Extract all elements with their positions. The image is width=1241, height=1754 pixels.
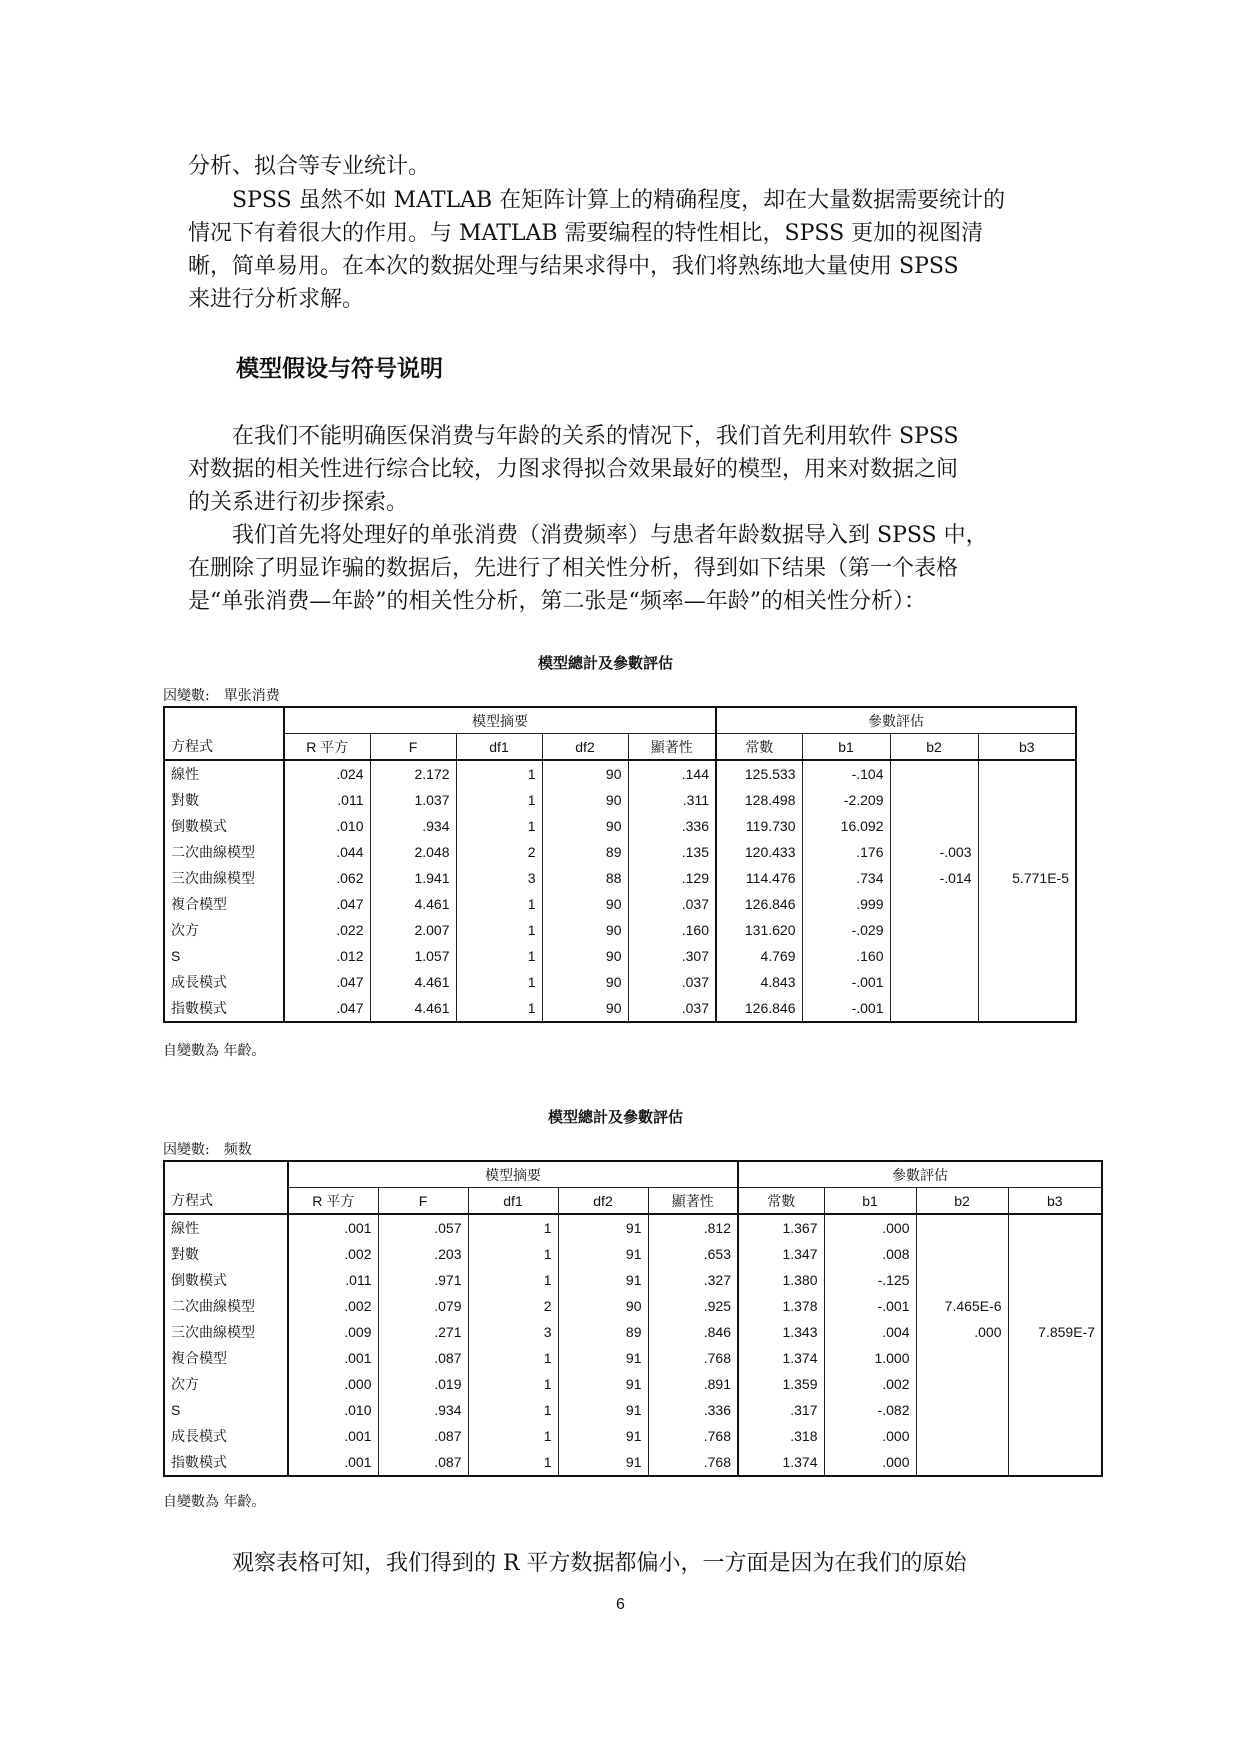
table-cell: .925 [648, 1293, 738, 1319]
table-cell [916, 1345, 1008, 1371]
table-cell: -.001 [802, 995, 890, 1022]
table-cell: 91 [558, 1345, 648, 1371]
table-cell: 1 [468, 1423, 558, 1449]
table-cell: .001 [344, 1454, 372, 1470]
table-cell: 126.846 [716, 891, 802, 917]
table-cell: 1 [456, 760, 542, 787]
table-cell: .011 [337, 792, 364, 808]
table-cell: .971 [378, 1267, 468, 1293]
table-row [164, 995, 1076, 1022]
table-cell: 1 [456, 995, 542, 1022]
table-cell: 1.380 [738, 1267, 824, 1293]
text-line: 分析、拟合等专业统计。 [188, 154, 431, 179]
table-cell: -.082 [824, 1397, 916, 1423]
section-heading: 模型假设与符号说明 [236, 356, 443, 382]
paragraph-0 [188, 150, 1048, 183]
table-cell: .037 [628, 995, 716, 1022]
table-cell: .812 [648, 1214, 738, 1241]
table-cell: .037 [628, 891, 716, 917]
table-cell: .001 [344, 1220, 372, 1236]
column-header: 顯著性 [648, 1188, 738, 1215]
text-line: 在删除了明显诈骗的数据后，先进行了相关性分析，得到如下结果（第一个表格 [188, 556, 959, 581]
table-cell: .004 [824, 1319, 916, 1345]
table-cell: 114.476 [716, 865, 802, 891]
header-group-model-summary: 模型摘要 [288, 1161, 738, 1188]
table-cell: 91 [558, 1214, 648, 1241]
table-cell: .160 [628, 917, 716, 943]
header-group-model-summary: 模型摘要 [284, 707, 716, 734]
table-cell: 1 [468, 1214, 558, 1241]
table-cell [1008, 1214, 1102, 1241]
table-cell: 4.461 [370, 891, 456, 917]
table-cell: .002 [824, 1371, 916, 1397]
table-cell [890, 943, 978, 969]
table-cell [978, 995, 1076, 1022]
table-cell: 1.000 [824, 1345, 916, 1371]
table-cell: 125.533 [716, 760, 802, 787]
table-cell [916, 1371, 1008, 1397]
table-cell: .734 [802, 865, 890, 891]
text-line: 我们首先将处理好的单张消费（消费频率）与患者年龄数据导入到 SPSS 中， [188, 523, 988, 548]
table-cell [916, 1267, 1008, 1293]
table-cell: .008 [824, 1241, 916, 1267]
table-cell [890, 995, 978, 1022]
table-cell: .336 [648, 1397, 738, 1423]
table-cell: 1.374 [738, 1345, 824, 1371]
table-cell: .022 [336, 922, 364, 938]
table-cell: .307 [628, 943, 716, 969]
header-stub-empty [164, 707, 284, 734]
table-cell: .010 [336, 818, 364, 834]
table-cell: 7.465E-6 [916, 1293, 1008, 1319]
table-cell: .129 [628, 865, 716, 891]
table-cell: 3 [456, 865, 542, 891]
table-cell: .009 [344, 1324, 372, 1340]
column-header: 常數 [716, 734, 802, 761]
table-cell [890, 760, 978, 787]
column-header: b3 [978, 734, 1076, 761]
table-cell [1008, 1241, 1102, 1267]
table-cell: 126.846 [716, 995, 802, 1022]
table-cell: .087 [378, 1449, 468, 1476]
column-header: b3 [1008, 1188, 1102, 1215]
table-cell: .846 [648, 1319, 738, 1345]
table-cell: 2 [456, 839, 542, 865]
table-cell: 128.498 [716, 787, 802, 813]
table-cell: .311 [628, 787, 716, 813]
table-row [164, 1293, 1102, 1319]
table-cell [916, 1214, 1008, 1241]
text-line: 观察表格可知，我们得到的 R 平方数据都偏小，一方面是因为在我们的原始 [188, 1551, 967, 1576]
table-cell: .934 [378, 1397, 468, 1423]
table-cell: .336 [628, 813, 716, 839]
table-cell: .062 [336, 870, 364, 886]
row-label: 次方 [164, 1371, 288, 1397]
table-cell [1008, 1449, 1102, 1476]
table-cell: .011 [345, 1272, 372, 1288]
row-label: 倒數模式 [164, 813, 284, 839]
table-row [164, 943, 1076, 969]
table-cell: -.014 [890, 865, 978, 891]
table-cell: .024 [336, 766, 364, 782]
table-cell: 4.461 [370, 969, 456, 995]
table-1-dependent-variable: 因變數: 單张消费 [163, 688, 280, 704]
table-cell: 1 [456, 917, 542, 943]
table-cell: 1 [468, 1371, 558, 1397]
column-header: 方程式 [164, 1188, 288, 1215]
table-cell: .087 [378, 1423, 468, 1449]
table-cell: .768 [648, 1449, 738, 1476]
column-header: F [370, 734, 456, 761]
table-cell: 91 [558, 1267, 648, 1293]
table-row [164, 1397, 1102, 1423]
table-cell: 1.367 [738, 1214, 824, 1241]
table-cell: 1 [456, 891, 542, 917]
paragraph-3 [188, 519, 1048, 618]
table-cell: .000 [344, 1376, 372, 1392]
table-cell: 91 [558, 1449, 648, 1476]
table-cell: 1.057 [370, 943, 456, 969]
table-cell [890, 917, 978, 943]
table-cell [978, 943, 1076, 969]
row-label: 成長模式 [164, 969, 284, 995]
table-cell: 89 [558, 1319, 648, 1345]
text-line: 情况下有着很大的作用。与 MATLAB 需要编程的特性相比，SPSS 更加的视图清 [188, 221, 984, 246]
table-cell: .047 [336, 974, 364, 990]
text-line: 在我们不能明确医保消费与年龄的关系的情况下，我们首先利用软件 SPSS [188, 424, 959, 449]
table-row [164, 1423, 1102, 1449]
table-cell [916, 1397, 1008, 1423]
table-cell: .057 [378, 1214, 468, 1241]
table-cell: .012 [336, 948, 364, 964]
table-row [164, 891, 1076, 917]
table-cell: .768 [648, 1423, 738, 1449]
table-row [164, 1241, 1102, 1267]
row-label: 對數 [164, 1241, 288, 1267]
row-label: 複合模型 [164, 891, 284, 917]
table-cell: -.001 [802, 969, 890, 995]
table-cell [1008, 1371, 1102, 1397]
table-cell: .000 [824, 1423, 916, 1449]
table-cell: .044 [336, 844, 364, 860]
column-header: df1 [468, 1188, 558, 1215]
table-cell [1008, 1423, 1102, 1449]
row-label: 指數模式 [164, 1449, 288, 1476]
table-cell: 91 [558, 1397, 648, 1423]
table-cell [978, 760, 1076, 787]
table-cell: .010 [344, 1402, 372, 1418]
column-header: 常數 [738, 1188, 824, 1215]
text-line: 对数据的相关性进行综合比较，力图求得拟合效果最好的模型，用来对数据之间 [188, 457, 959, 482]
column-header: b2 [916, 1188, 1008, 1215]
page-number: 6 [616, 1596, 625, 1613]
table-cell: 90 [542, 943, 628, 969]
table-cell: 1.343 [738, 1319, 824, 1345]
table-row [164, 1267, 1102, 1293]
paragraph-1 [188, 184, 1048, 316]
row-label: 線性 [164, 760, 284, 787]
table-cell [890, 787, 978, 813]
row-label: 線性 [164, 1214, 288, 1241]
table-cell: 1.941 [370, 865, 456, 891]
row-label: S [164, 943, 284, 969]
table-cell: 16.092 [802, 813, 890, 839]
table-2-title: 模型總計及參數評估 [548, 1108, 684, 1126]
table-cell: .037 [628, 969, 716, 995]
table-cell: .176 [802, 839, 890, 865]
table-cell: 90 [542, 995, 628, 1022]
table-cell: .327 [648, 1267, 738, 1293]
table-cell: 91 [558, 1423, 648, 1449]
row-label: 成長模式 [164, 1423, 288, 1449]
table-cell: .160 [802, 943, 890, 969]
table-cell [978, 839, 1076, 865]
column-header: F [378, 1188, 468, 1215]
table-cell: .001 [344, 1350, 372, 1366]
table-cell [1008, 1397, 1102, 1423]
text-line: 的关系进行初步探索。 [188, 490, 409, 515]
table-cell: 91 [558, 1371, 648, 1397]
table-1 [163, 706, 1077, 1023]
row-label: 複合模型 [164, 1345, 288, 1371]
table-cell: 1 [456, 943, 542, 969]
table-cell: 7.859E-7 [1008, 1319, 1102, 1345]
table-cell: 2.007 [370, 917, 456, 943]
column-header: R 平方 [284, 734, 370, 761]
table-cell [1008, 1267, 1102, 1293]
table-row [164, 760, 1076, 787]
table-cell: .079 [378, 1293, 468, 1319]
table-cell: 90 [542, 891, 628, 917]
column-header: 方程式 [164, 734, 284, 761]
table-cell: -.104 [802, 760, 890, 787]
table-cell: .203 [378, 1241, 468, 1267]
table-cell: 1 [468, 1241, 558, 1267]
table-cell: 88 [542, 865, 628, 891]
table-cell: .000 [916, 1319, 1008, 1345]
row-label: 二次曲線模型 [164, 1293, 288, 1319]
column-header: R 平方 [288, 1188, 378, 1215]
text-line: 晰，简单易用。在本次的数据处理与结果求得中，我们将熟练地大量使用 SPSS [188, 254, 959, 279]
table-row [164, 1345, 1102, 1371]
table-cell [978, 917, 1076, 943]
table-cell [1008, 1293, 1102, 1319]
table-cell: .999 [802, 891, 890, 917]
column-header: b2 [890, 734, 978, 761]
text-line: SPSS 虽然不如 MATLAB 在矩阵计算上的精确程度，却在大量数据需要统计的 [188, 188, 1006, 213]
table-cell: 119.730 [716, 813, 802, 839]
table-cell: -.125 [824, 1267, 916, 1293]
table-row [164, 1319, 1102, 1345]
table-row [164, 1449, 1102, 1476]
text-line: 是“单张消费—年龄”的相关性分析，第二张是“频率—年龄”的相关性分析）： [188, 589, 926, 614]
table-cell: .934 [370, 813, 456, 839]
table-cell: .317 [738, 1397, 824, 1423]
table-cell: 89 [542, 839, 628, 865]
table-cell [978, 969, 1076, 995]
table-cell: -.003 [890, 839, 978, 865]
table-cell: .002 [344, 1246, 372, 1262]
row-label: S [164, 1397, 288, 1423]
table-cell: 1 [468, 1449, 558, 1476]
table-cell [890, 969, 978, 995]
table-row [164, 1214, 1102, 1241]
table-cell [916, 1423, 1008, 1449]
table-cell: .001 [344, 1428, 372, 1444]
table-row [164, 1371, 1102, 1397]
table-cell: 2 [468, 1293, 558, 1319]
header-group-parameter-estimates: 參數評估 [738, 1161, 1102, 1188]
row-label: 二次曲線模型 [164, 839, 284, 865]
table-cell: 91 [558, 1241, 648, 1267]
table-cell [916, 1449, 1008, 1476]
table-cell: 4.843 [716, 969, 802, 995]
table-cell: 90 [542, 787, 628, 813]
table-2-footnote: 自變數為 年齡。 [163, 1494, 266, 1510]
table-cell: 1.037 [370, 787, 456, 813]
table-cell: 90 [542, 917, 628, 943]
table-1-footnote: 自變數為 年齡。 [163, 1043, 266, 1059]
column-header: df2 [558, 1188, 648, 1215]
table-cell: 4.461 [370, 995, 456, 1022]
table-cell: -.001 [824, 1293, 916, 1319]
table-cell: 1 [468, 1397, 558, 1423]
paragraph-2 [188, 420, 1048, 519]
table-cell: 1.374 [738, 1449, 824, 1476]
table-cell: .144 [628, 760, 716, 787]
table-cell: 5.771E-5 [978, 865, 1076, 891]
table-cell: -.029 [802, 917, 890, 943]
table-cell [916, 1241, 1008, 1267]
table-cell: 2.172 [370, 760, 456, 787]
table-row [164, 969, 1076, 995]
column-header: b1 [802, 734, 890, 761]
table-cell: 1 [468, 1267, 558, 1293]
row-label: 倒數模式 [164, 1267, 288, 1293]
table-cell: .318 [738, 1423, 824, 1449]
table-cell: .271 [378, 1319, 468, 1345]
table-cell: .653 [648, 1241, 738, 1267]
row-label: 次方 [164, 917, 284, 943]
header-group-parameter-estimates: 參數評估 [716, 707, 1076, 734]
table-cell: .047 [336, 1000, 364, 1016]
column-header: df2 [542, 734, 628, 761]
table-cell: .087 [378, 1345, 468, 1371]
table-cell [978, 813, 1076, 839]
table-1-title: 模型總計及參數評估 [538, 654, 674, 672]
column-header: b1 [824, 1188, 916, 1215]
table-cell: 120.433 [716, 839, 802, 865]
column-header: 顯著性 [628, 734, 716, 761]
column-header: df1 [456, 734, 542, 761]
row-label: 對數 [164, 787, 284, 813]
table-cell: 1 [456, 813, 542, 839]
table-cell: 90 [542, 813, 628, 839]
row-label: 三次曲線模型 [164, 865, 284, 891]
row-label: 指數模式 [164, 995, 284, 1022]
table-row [164, 813, 1076, 839]
table-cell: 131.620 [716, 917, 802, 943]
table-cell: .019 [378, 1371, 468, 1397]
table-cell: 90 [558, 1293, 648, 1319]
row-label: 三次曲線模型 [164, 1319, 288, 1345]
table-cell: 2.048 [370, 839, 456, 865]
table-cell [1008, 1345, 1102, 1371]
table-cell: 4.769 [716, 943, 802, 969]
table-cell: 1 [468, 1345, 558, 1371]
table-cell: 1.359 [738, 1371, 824, 1397]
table-cell: .891 [648, 1371, 738, 1397]
header-stub-empty [164, 1161, 288, 1188]
table-cell: 1 [456, 787, 542, 813]
table-cell: 90 [542, 969, 628, 995]
table-cell: 1 [456, 969, 542, 995]
table-row [164, 865, 1076, 891]
table-2-dependent-variable: 因變數: 频数 [163, 1142, 252, 1158]
table-cell [890, 891, 978, 917]
table-cell: .135 [628, 839, 716, 865]
table-cell: .768 [648, 1345, 738, 1371]
table-cell: 1.378 [738, 1293, 824, 1319]
table-2 [163, 1160, 1103, 1477]
table-row [164, 787, 1076, 813]
table-cell: .000 [824, 1449, 916, 1476]
table-cell [978, 787, 1076, 813]
table-cell: .000 [824, 1214, 916, 1241]
table-cell: 90 [542, 760, 628, 787]
table-row [164, 917, 1076, 943]
table-cell: .047 [336, 896, 364, 912]
paragraph-4 [188, 1547, 1048, 1580]
table-cell: 3 [468, 1319, 558, 1345]
table-cell: .002 [344, 1298, 372, 1314]
table-cell [978, 891, 1076, 917]
table-cell [890, 813, 978, 839]
table-row [164, 839, 1076, 865]
table-cell: 1.347 [738, 1241, 824, 1267]
text-line: 来进行分析求解。 [188, 287, 365, 312]
table-cell: -2.209 [802, 787, 890, 813]
